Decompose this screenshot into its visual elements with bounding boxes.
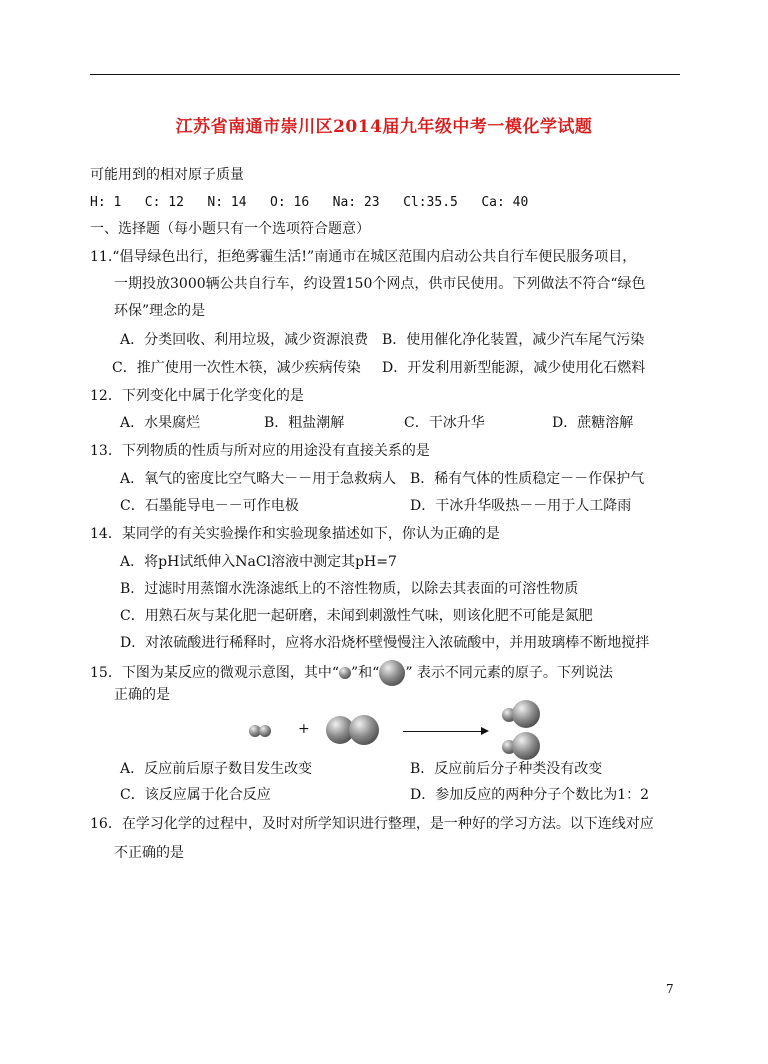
reaction-diagram: [240, 700, 560, 762]
q13-option-a: A．氧气的密度比空气略大－－用于急救病人: [120, 471, 397, 487]
q15-option-d: D．参加反应的两种分子个数比为1：2: [410, 787, 650, 803]
q15-stem-part2: ”和“: [350, 665, 380, 681]
q13-option-c: C．石墨能导电－－可作电极: [120, 498, 299, 514]
plus-sign: +: [298, 721, 310, 737]
arrow-head-icon: [481, 727, 489, 735]
q15-stem-part3: ” 表示不同元素的原子。下列说法: [405, 665, 613, 681]
q13-stem: 13．下列物质的性质与所对应的用途没有直接关系的是: [90, 443, 430, 459]
q13-option-b: B．稀有气体的性质稳定－－作保护气: [410, 471, 645, 487]
q16-stem-line1: 16．在学习化学的过程中，及时对所学知识进行整理，是一种好的学习方法。以下连线对应: [90, 816, 654, 832]
q11-stem-line3: 环保”理念的是: [114, 303, 206, 319]
q13-option-d: D．干冰升华吸热－－用于人工降雨: [410, 498, 632, 514]
q15-stem-line2: 正确的是: [114, 687, 170, 703]
q12-option-d: D．蔗糖溶解: [552, 415, 634, 431]
q11-stem-line2: 一期投放3000辆公共自行车，约设置150个网点，供市民使用。下列做法不符合“绿色: [114, 276, 646, 292]
large-atom-icon: [379, 660, 405, 686]
q15-stem-line1: [90, 660, 613, 686]
q14-option-a: A．将pH试纸伸入NaCl溶液中测定其pH=7: [120, 554, 397, 570]
q11-option-d: D．开发利用新型能源，减少使用化石燃料: [382, 360, 646, 376]
large-atom-icon: [349, 715, 379, 745]
header-rule: [90, 74, 680, 75]
q11-option-a: A．分类回收、利用垃圾，减少资源浪费: [120, 332, 369, 348]
q11-stem-line1: 11.“倡导绿色出行，拒绝雾霾生活!”南通市在城区范围内启动公共自行车便民服务项目，: [90, 249, 637, 265]
q15-option-a: A．反应前后原子数目发生改变: [120, 761, 313, 777]
q14-option-c: C．用熟石灰与某化肥一起研磨，未闻到刺激性气味，则该化肥不可能是氮肥: [120, 608, 593, 624]
q14-option-b: B．过滤时用蒸馏水洗涤滤纸上的不溶性物质，以除去其表面的可溶性物质: [120, 581, 579, 597]
q14-stem: 14．某同学的有关实验操作和实验现象描述如下，你认为正确的是: [90, 526, 500, 542]
q12-option-a: A．水果腐烂: [120, 415, 201, 431]
q16-stem-line2: 不正确的是: [114, 845, 184, 861]
section-heading: 一、选择题（每小题只有一个选项符合题意）: [90, 221, 370, 237]
q12-option-c: C．干冰升华: [404, 415, 485, 431]
small-atom-icon: [339, 667, 351, 679]
q11-option-b: B．使用催化净化装置，减少汽车尾气污染: [382, 332, 645, 348]
masses-values: H: 1 C: 12 N: 14 O: 16 Na: 23 Cl:35.5 Ca: 40: [90, 195, 529, 210]
large-atom-icon: [512, 700, 540, 728]
q15-option-b: B．反应前后分子种类没有改变: [410, 761, 603, 777]
q15-option-c: C．该反应属于化合反应: [120, 787, 271, 803]
q14-option-d: D．对浓硫酸进行稀释时，应将水沿烧杯壁慢慢注入浓硫酸中，并用玻璃棒不断地搅拌: [120, 635, 650, 651]
small-atom-icon: [259, 725, 271, 737]
masses-heading: 可能用到的相对原子质量: [90, 167, 244, 183]
page-title: 江苏省南通市崇川区2014届九年级中考一模化学试题: [175, 117, 593, 137]
reaction-arrow: [403, 731, 483, 732]
q12-option-b: B．粗盐潮解: [264, 415, 345, 431]
q11-option-c: C．推广使用一次性木筷，减少疾病传染: [112, 360, 361, 376]
q15-stem-part1: 15．下图为某反应的微观示意图，其中“: [90, 665, 339, 681]
page-number: 7: [666, 982, 674, 996]
large-atom-icon: [512, 732, 540, 760]
q12-stem: 12．下列变化中属于化学变化的是: [90, 388, 304, 404]
